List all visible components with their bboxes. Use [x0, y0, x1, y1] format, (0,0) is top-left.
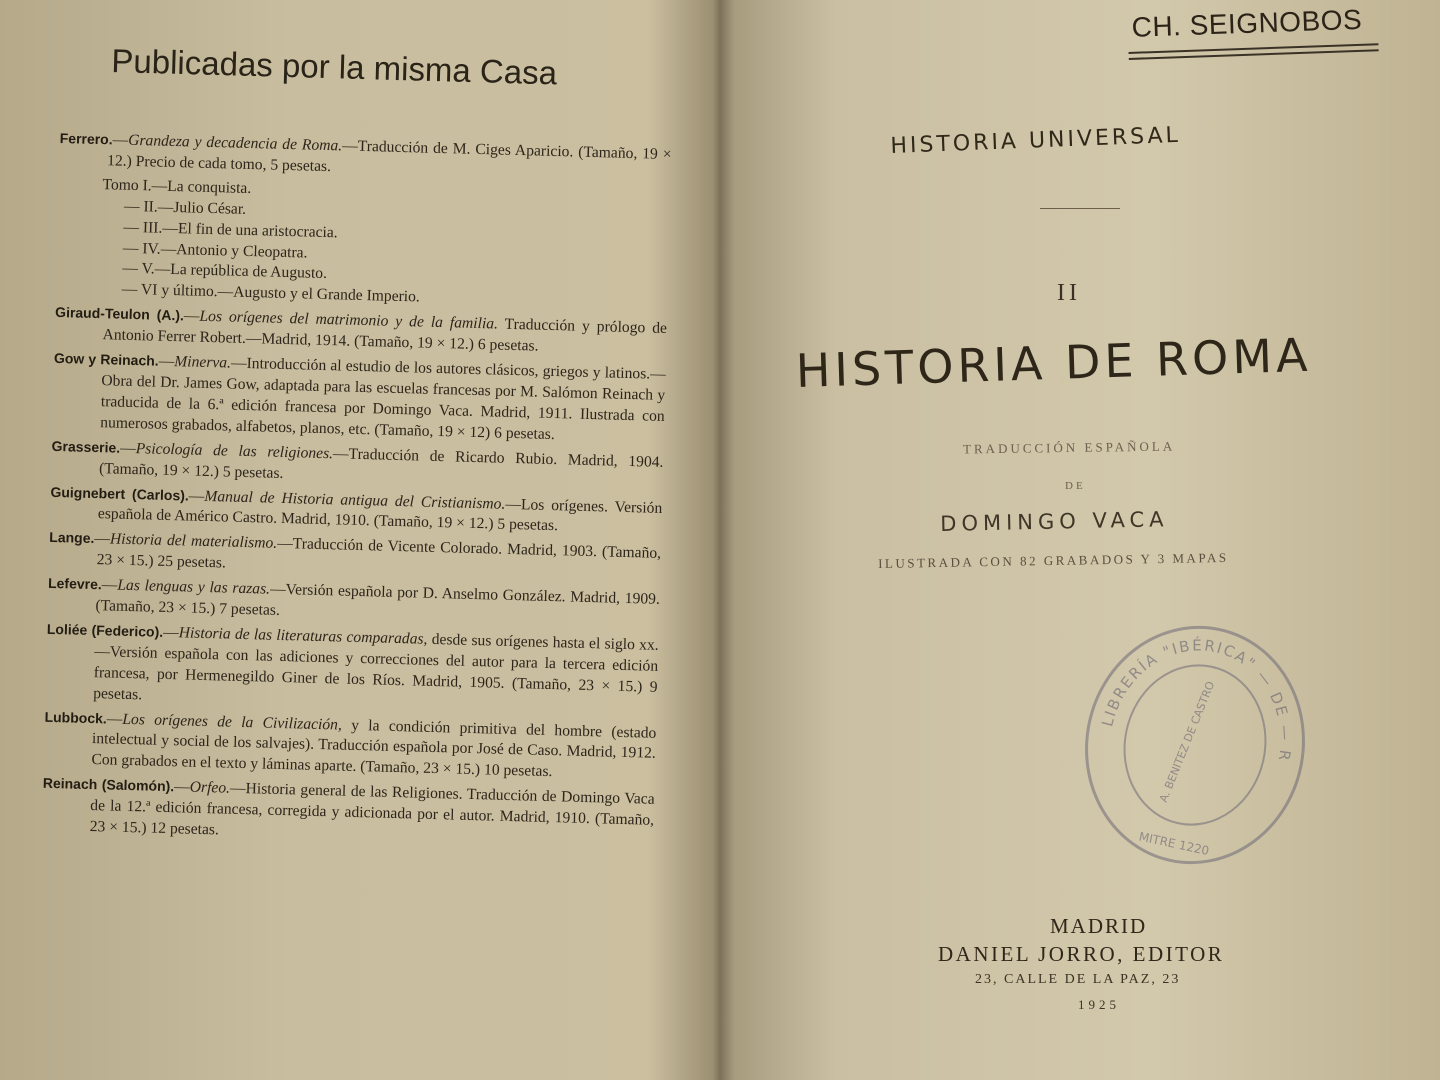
title-page: [735, 0, 1440, 1080]
entry-title: Psicología de las religiones.: [135, 439, 334, 462]
entry-author: Giraud-Teulon (A.).: [54, 304, 185, 324]
entry-text: —Introducción al estudio de los autores clásicos, griegos y latinos.—Obra del Dr. James Gow, adaptada para las escuelas francesas por M. Salómon Reinach y traducida de la 6.ª edición francesa por Domingo Vaca. Madrid, 1911. Ilustrada con numerosos grabados, alfabetos, planos, etc. (Tamaño, 19 × 12) 6 pesetas.: [100, 354, 666, 443]
imprint-year: 1925: [1078, 997, 1120, 1012]
catalog-entry: Loliée (Federico).—Historia de las literaturas comparadas, desde sus orígenes hasta el siglo xx. —Versión española con las adiciones y correcciones del autor para la tercera edición francesa, por Hermenegildo Giner de los Ríos. Madrid, 1905. (Tamaño, 23 × 15.) 9 pesetas.: [46, 620, 659, 703]
entry-text: —Traducción de Vicente Colorado. Madrid, 1903. (Tamaño, 23 × 15.) 25 pesetas.: [96, 535, 662, 572]
entry-author: Lubbock.: [44, 708, 108, 726]
left-page: [0, 0, 710, 1080]
author-underline: [1129, 43, 1379, 54]
entry-title: Historia del materialismo.: [109, 530, 278, 553]
catalog-entry: Lange.—Historia del materialismo.—Traducción de Vicente Colorado. Madrid, 1903. (Tamaño, 23 × 15.) 25 pesetas.: [49, 529, 662, 572]
entry-text: desde sus orígenes hasta el siglo xx. —Versión española con las adiciones y correcciones del autor para la tercera edición francesa, por Hermenegildo Giner de los Ríos. Madrid, 1905. (Tamaño, 23 × 15.) 9 pesetas.: [92, 630, 659, 703]
imprint-place: MADRID: [1050, 914, 1148, 938]
entry-title: Los orígenes del matrimonio y de la familia.: [199, 307, 499, 333]
by-line: DE: [1065, 480, 1086, 492]
catalog-entry: Gow y Reinach.—Minerva.—Introducción al estudio de los autores clásicos, griegos y latinos.—Obra del Dr. James Gow, adaptada para las escuelas francesas por M. Salómon Reinach y traducida de la 6.ª edición francesa por Domingo Vaca. Madrid, 1911. Ilustrada con numerosos grabados, alfabetos, planos, etc. (Tamaño, 19 × 12) 6 pesetas.: [53, 349, 666, 443]
stamp-inner-text: A. BENITEZ DE CASTRO: [1156, 679, 1218, 805]
volume-number: II: [1057, 280, 1081, 306]
entry-title: Los orígenes de la Civilización,: [122, 710, 343, 734]
catalog-entry: Ferrero.—Grandeza y decadencia de Roma.—Traducción de M. Ciges Aparicio. (Tamaño, 19 × 12.) Precio de cada tomo, 5 pesetas.: [59, 129, 672, 176]
stamp-outer-text: LIBRERÍA "IBÉRICA" — DE — ROSARIO: [1098, 636, 1295, 764]
catalog-entry: Lefevre.—Las lenguas y las razas.—Versión española por D. Anselmo González. Madrid, 1909. (Tamaño, 23 × 15.) 7 pesetas.: [47, 574, 661, 619]
bookseller-stamp-icon: [1057, 599, 1334, 891]
entry-author: Guignebert (Carlos).: [50, 483, 190, 503]
entry-author: Lange.: [49, 529, 95, 547]
catalog-entry: Lubbock.—Los orígenes de la Civilización, y la condición primitiva del hombre (estado intelectual y social de los salvajes). Traducción española por José de Caso. Madrid, 1912. Con grabados en el texto y láminas aparte. (Tamaño, 23 × 15.) 10 pesetas.: [44, 708, 657, 781]
entry-title: Minerva.: [174, 353, 232, 372]
volume-item: — VI y último.—Augusto y el Grande Imperio.: [121, 281, 421, 306]
catalog-entry: Reinach (Salomón).—Orfeo.—Historia general de las Religiones. Traducción de Domingo Vaca de la 12.ª edición francesa, corregida y adicionada por el autor. Madrid, 1910. (Tamaño, 23 × 15.) 12 pesetas.: [42, 775, 655, 839]
book-author: CH. SEIGNOBOS: [1131, 3, 1363, 43]
entry-author: Lefevre.: [47, 574, 102, 593]
imprint-publisher: DANIEL JORRO, EDITOR: [938, 942, 1225, 966]
volume-item: — IV.—Antonio y Cleopatra.: [122, 239, 308, 262]
entry-text: —Traducción de M. Ciges Aparicio. (Tamaño, 19 × 12.) Precio de cada tomo, 5 pesetas.: [106, 137, 672, 176]
catalog-entry: Guignebert (Carlos).—Manual de Historia antigua del Cristianismo.—Los orígenes. Versión española de Américo Castro. Madrid, 1910. (Tamaño, 19 × 12.) 5 pesetas.: [50, 483, 663, 535]
entry-title: Las lenguas y las razas.: [117, 576, 271, 598]
entry-title: Grandeza y decadencia de Roma.: [127, 131, 343, 155]
volume-item: — V.—La república de Augusto.: [122, 260, 328, 283]
entry-author: Loliée (Federico).: [46, 620, 164, 640]
stamp-address-text: MITRE 1220: [1137, 829, 1211, 859]
book-title: HISTORIA DE ROMA: [795, 327, 1313, 398]
entry-author: Reinach (Salomón).: [42, 775, 175, 795]
volume-list: [56, 174, 671, 315]
entry-author: Grasserie.: [51, 437, 121, 456]
translator-name: DOMINGO VACA: [940, 507, 1169, 536]
entry-text: —Historia general de las Religiones. Traducción de Domingo Vaca de la 12.ª edición francesa, corregida y adicionada por el autor. Madrid, 1910. (Tamaño, 23 × 15.) 12 pesetas.: [89, 779, 655, 839]
entry-text: Traducción y prólogo de Antonio Ferrer Robert.—Madrid, 1914. (Tamaño, 19 × 12.) 6 pesetas.: [102, 315, 668, 355]
translation-line: TRADUCCIÓN ESPAÑOLA: [962, 438, 1176, 457]
divider-rule: [1040, 208, 1120, 209]
entry-title: Historia de las literaturas comparadas,: [178, 624, 428, 648]
publisher-catalog: [41, 128, 671, 856]
imprint-address: 23, CALLE DE LA PAZ, 23: [975, 972, 1181, 987]
catalog-entry: Giraud-Teulon (A.).—Los orígenes del matrimonio y de la familia. Traducción y prólogo de Antonio Ferrer Robert.—Madrid, 1914. (Tamaño, 19 × 12.) 6 pesetas.: [54, 304, 668, 355]
entry-title: Orfeo.: [189, 778, 231, 797]
volume-item: Tomo I.—La conquista.: [102, 175, 252, 197]
svg-text:LIBRERÍA "IBÉRICA" — DE — ROSA: [1076, 599, 1321, 766]
entry-text: —Los orígenes. Versión española de Américo Castro. Madrid, 1910. (Tamaño, 19 × 12.) 5 pesetas.: [97, 495, 663, 535]
author-label: [1127, 0, 1379, 60]
entry-text: y la condición primitiva del hombre (estado intelectual y social de los salvajes). Traducción española por José de Caso. Madrid, 1912. Con grabados en el texto y láminas aparte. (Tamaño, 23 × 15.) 10 pesetas.: [91, 716, 657, 781]
entry-author: Ferrero.: [59, 129, 113, 148]
entry-title: Manual de Historia antigua del Cristianismo.: [204, 487, 506, 513]
catalog-entry: Grasserie.—Psicología de las religiones.—Traducción de Ricardo Rubio. Madrid, 1904. (Tamaño, 19 × 12.) 5 pesetas.: [51, 437, 664, 482]
volume-item: — III.—El fin de una aristocracia.: [123, 218, 338, 241]
entry-text: —Traducción de Ricardo Rubio. Madrid, 1904. (Tamaño, 19 × 12.) 5 pesetas.: [98, 444, 664, 482]
series-title: HISTORIA UNIVERSAL: [890, 122, 1182, 159]
volume-item: — II.—Julio César.: [123, 197, 247, 218]
entry-author: Gow y Reinach.: [53, 349, 159, 369]
illustrations-note: ILUSTRADA CON 82 GRABADOS Y 3 MAPAS: [878, 549, 1229, 571]
catalog-heading: Publicadas por la misma Casa: [110, 42, 558, 92]
entry-text: —Versión española por D. Anselmo González. Madrid, 1909. (Tamaño, 23 × 15.) 7 pesetas.: [95, 580, 661, 619]
